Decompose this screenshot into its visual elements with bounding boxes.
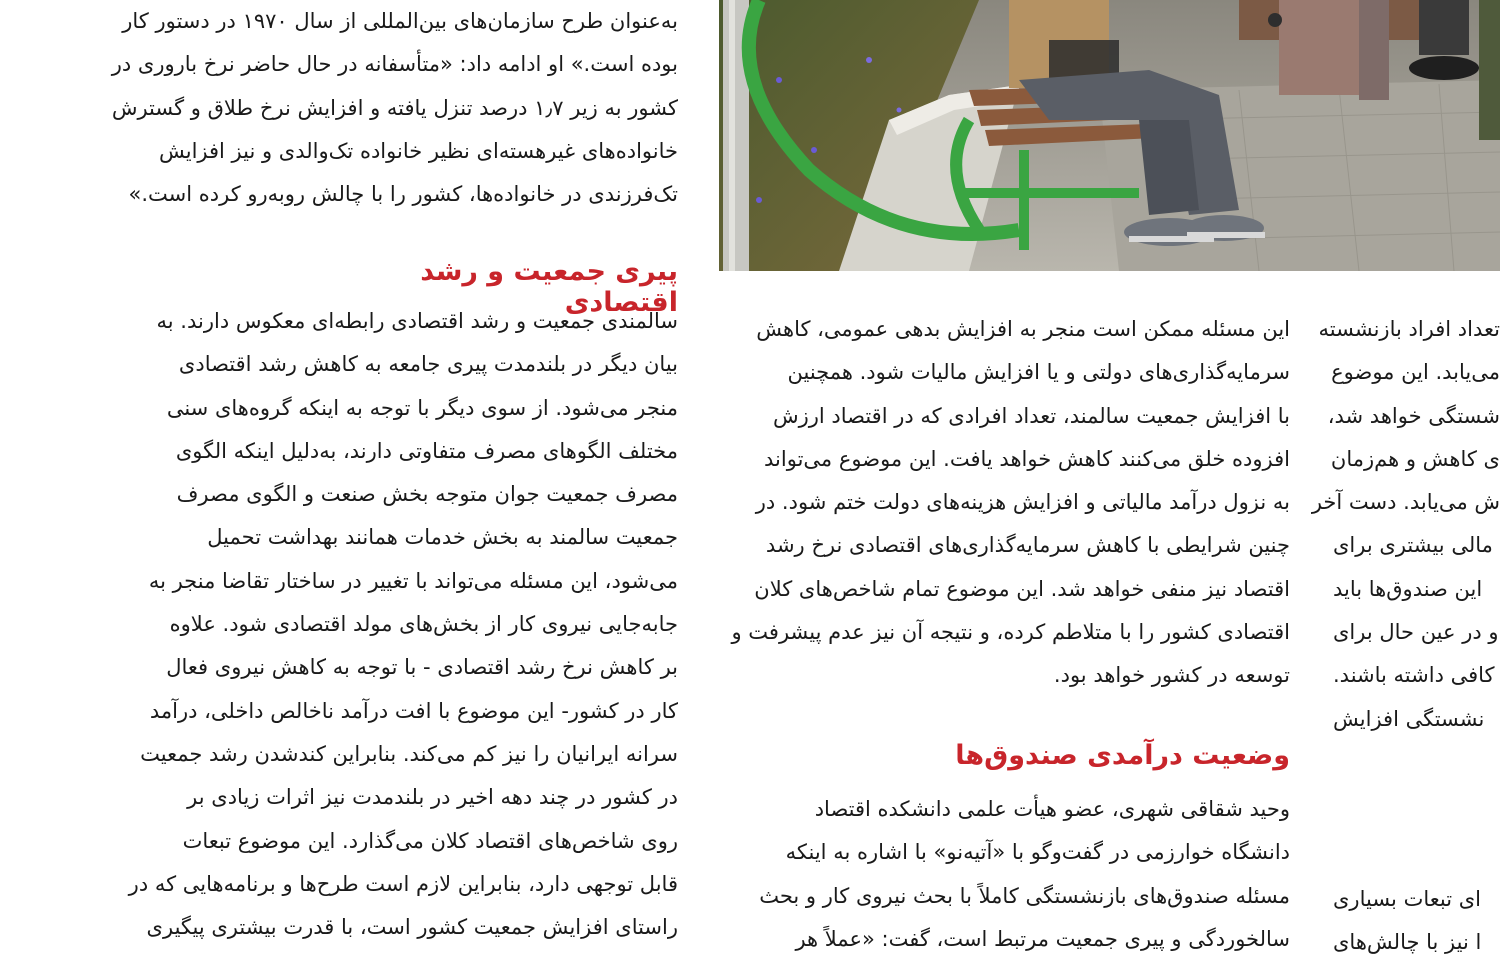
text-line: سرانه ایرانیان را نیز کم می‌کند. بنابراین کندشدن رشد جمعیت xyxy=(140,741,678,766)
text-line: اقتصادی کشور را با متلاطم کرده، و نتیجه آن نیز عدم پیشرفت و xyxy=(731,620,1290,645)
section-heading-fund-income: وضعیت درآمدی صندوق‌ها xyxy=(955,740,1290,771)
text-line: کار در کشور- این موضوع با افت درآمد ناخالص داخلی، درآمد xyxy=(149,698,678,723)
text-line: افزوده خلق می‌کنند کاهش خواهد یافت. این موضوع می‌تواند xyxy=(764,446,1290,471)
text-line: تعداد افراد بازنشسته xyxy=(1318,317,1500,341)
text-line: می‌شود، این مسئله می‌تواند با تغییر در ساختار تقاضا منجر به xyxy=(148,568,678,593)
text-line: کشور به زیر ۱٫۷ درصد تنزل یافته و افزایش نرخ طلاق و گسترش xyxy=(111,95,678,120)
text-line: ش می‌یابد. دست آخر xyxy=(1311,490,1500,515)
text-line: ای تبعات بسیاری xyxy=(1333,887,1481,911)
article-column-right-bottom xyxy=(1333,878,1500,965)
article-photo xyxy=(719,0,1500,271)
text-line: سالخوردگی و پیری جمعیت مرتبط است، گفت: «عملاً هر xyxy=(795,926,1290,951)
text-line: تک‌فرزندی در خانواده‌ها، کشور را با چالش روبه‌رو کرده است.» xyxy=(128,182,678,207)
text-line: مصرف جمعیت جوان متوجه بخش صنعت و الگوی مصرف xyxy=(176,482,678,507)
body-paragraph-2 xyxy=(720,788,1290,961)
text-line: دانشگاه خوارزمی در گفت‌وگو با «آتیه‌نو» با اشاره به اینکه xyxy=(785,840,1290,865)
text-line: سالمندی جمعیت و رشد اقتصادی رابطه‌ای معکوس دارند. به xyxy=(156,309,678,333)
text-line: بیان دیگر در بلندمدت پیری جامعه به کاهش رشد اقتصادی xyxy=(178,352,678,377)
photo-elderly-on-bench xyxy=(719,0,1500,271)
text-line: بر کاهش نرخ رشد اقتصادی - با توجه به کاهش نیروی فعال xyxy=(166,655,678,680)
text-line: قابل توجهی دارد، بنابراین لازم است طرح‌ها و برنامه‌هایی که در xyxy=(128,871,678,896)
text-line: مالی بیشتری برای xyxy=(1333,533,1493,558)
text-line: ا نیز با چالش‌های xyxy=(1333,930,1482,955)
text-line: می‌یابد. این موضوع xyxy=(1331,360,1500,385)
text-line: در کشور در چند دهه اخیر در بلندمدت نیز اثرات زیادی بر xyxy=(187,785,678,810)
text-line: به‌عنوان طرح سازمان‌های بین‌المللی از سال ۱۹۷۰ در دستور کار xyxy=(122,9,678,33)
text-line: نشستگی افزایش xyxy=(1333,706,1485,731)
text-line: جابه‌جایی نیروی کار از بخش‌های مولد اقتصادی شود. علاوه xyxy=(169,612,678,637)
text-line: مسئله صندوق‌های بازنشستگی کاملاً با بحث نیروی کار و بحث xyxy=(759,883,1290,908)
text-line: سرمایه‌گذاری‌های دولتی و یا افزایش مالیات شود. همچنین xyxy=(787,360,1290,385)
intro-paragraph xyxy=(106,0,678,216)
text-line: با افزایش جمعیت سالمند، تعداد افرادی که در اقتصاد ارزش xyxy=(772,403,1290,428)
text-line: چنین شرایطی با کاهش سرمایه‌گذاری‌های اقتصادی نرخ رشد xyxy=(765,533,1290,558)
text-line: شستگی خواهد شد، xyxy=(1327,403,1500,428)
text-line: خانواده‌های غیرهسته‌ای نظیر خانواده تک‌والدی و نیز افزایش xyxy=(158,138,678,163)
text-line: منجر می‌شود. از سوی دیگر با توجه به اینکه گروه‌های سنی xyxy=(166,395,678,420)
section-heading-population-aging: پیری جمعیت و رشد اقتصادی xyxy=(420,256,678,318)
text-line: اقتصاد نیز منفی خواهد شد. این موضوع تمام شاخص‌های کلان xyxy=(754,576,1290,601)
text-line: راستای افزایش جمعیت کشور است، با قدرت بیشتری پیگیری xyxy=(146,915,678,940)
text-line: وحید شقاقی شهری، عضو هیأت علمی دانشکده اقتصاد xyxy=(814,797,1290,821)
text-line: این صندوق‌ها باید xyxy=(1333,576,1483,601)
text-line: این مسئله ممکن است منجر به افزایش بدهی عمومی، کاهش xyxy=(756,317,1290,341)
text-line: روی شاخص‌های اقتصاد کلان می‌گذارد. این موضوع تبعات xyxy=(182,828,678,853)
text-line: توسعه در کشور خواهد بود. xyxy=(1053,663,1290,688)
text-line: به نزول درآمد مالیاتی و افزایش هزینه‌های دولت ختم شود. در xyxy=(755,490,1290,515)
body-paragraph xyxy=(106,300,678,949)
text-line: و در عین حال برای xyxy=(1333,620,1499,645)
text-line: جمعیت سالمند به بخش خدمات همانند بهداشت تحمیل xyxy=(207,525,678,550)
article-column-right xyxy=(1311,308,1500,953)
text-line: کافی داشته باشند. xyxy=(1333,663,1495,688)
text-line: بوده است.» او ادامه داد: «متأسفانه در حال حاضر نرخ باروری در xyxy=(111,52,678,77)
text-line: ی کاهش و هم‌زمان xyxy=(1330,446,1500,471)
text-line: مختلف الگوهای مصرف متفاوتی دارند، به‌دلیل اینکه الگوی xyxy=(175,438,678,463)
